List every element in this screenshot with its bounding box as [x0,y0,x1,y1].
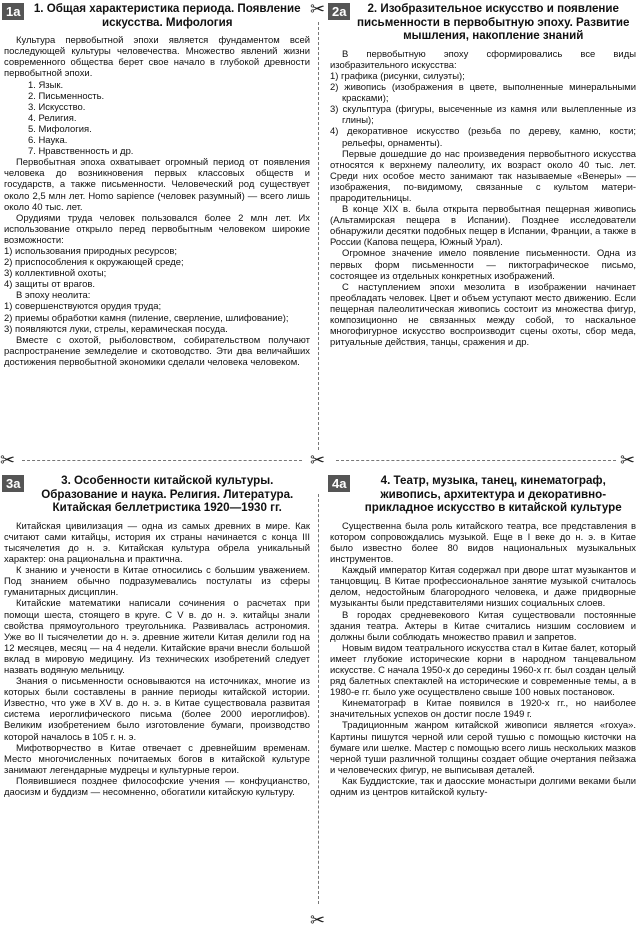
paragraph: К знанию и учености в Китае относились с большим уважением. Под знанием обычно подразумевались постулаты из сферы гуманитарных дисциплин. [4,565,310,599]
card-header [326,472,638,515]
card-badge: 4а [328,475,350,492]
paragraph: Мифотворчество в Китае отвечает с древнейшим временам. Место многочисленных почитаемых богов в китайской культуре занимают легендарные мудрецы и культурные герои. [4,742,310,776]
paragraph: Как Буддистские, так и даосские монастыри долгими веками были одним из центров китайской культу- [330,775,636,799]
list-item: 5. Мифология. [28,123,92,135]
list-item: 4) защиты от врагов. [4,279,95,291]
paragraph: Китайские математики написали сочинения о расчетах при помощи шеста, стоящего в круге. С V в. до н. э. китайцы знали свойства прямоугольного треугольника. Развивалась астрономия. Уже во II тысячелетии до н. э. древние жители Китая делили год на 12 месяцев, месяц — на 4 недели. Китайские врачи внесли большой вклад в мировую медицину. Из технических изобретений следует назвать водяную мельницу. [4,598,310,676]
card-3a [0,472,312,931]
paragraph: Традиционным жанром китайской живописи является «гохуа». Картины пишутся черной или серой тушью с помощью кисточки на бумаге или шелке. Мастер с помощью всего лишь нескольких мазков черной туши различной толщины создает общие очертания пейзажа и человеческих фигур, не выписывая деталей. [330,720,636,776]
paragraph: Первые дошедшие до нас произведения первобытного искусства относятся к верхнему палеолиту, их возраст около 40 тыс. лет. Среди них особое место занимают так называемые «Венеры» — изображения, по-видимому, связанные с культом матери-прародительницы. [330,148,636,204]
card-1a [0,0,312,450]
paragraph: В городах средневекового Китая существовали постоянные здания театра. Актеры в Китае считались низшим сословием и должны были соблюдать множество правил и запретов. [330,609,636,643]
paragraph: Новым видом театрального искусства стал в Китае балет, который имеет глубокие исторические корни в народном танцевальном искусстве. С начала 1950-х до середины 1960-х гг. был создан целый ряд балетных спектаклей на исторические и современные темы, а в 1980-е гг. было уже осуществлено свыше 100 новых постановок. [330,642,636,699]
list-item: 4) декоративное искусство (резьба по дереву, камню, кости; рельефы, орнаменты). [330,126,636,149]
card-header [0,0,312,29]
list-item: 3) появляются луки, стрелы, керамическая посуда. [4,323,228,335]
card-body [326,43,638,349]
list-item: 7. Нравственность и др. [28,146,134,158]
paragraph: Культура первобытной эпохи является фундаментом всей последующей культуры человечества. Множество явлений жизни современного общества берет свое начало в глубокой древности первобытной эпохи. [4,35,310,80]
paragraph: Знания о письменности основываются на источниках, многие из которых были составлены в ранние периоды китайской истории. Известно, что уже в XV в. до н. э. в Китае существовала развитая система иероглифического письма (более 2000 иероглифов). Великим изобретением было изготовление бумаги, производство которой началось в 105 г. н. э. [4,676,310,743]
paragraph: Вместе с охотой, рыболовством, собирательством получают распространение земледелие и скотоводство. Эти два величайших достижения первобытной экономики сделали человека человеком. [4,334,310,368]
list-item: 2. Письменность. [28,90,105,102]
paragraph: Появившиеся позднее философские учения — конфуцианство, даосизм и буддизм — несомненно, обогатили китайскую культуру. [4,775,310,799]
card-badge: 2а [328,3,350,20]
list-item: 4. Религия. [28,112,77,124]
scissors-icon: ✂ [0,450,16,470]
card-header [0,472,312,515]
card-2a [326,0,638,450]
list-item: 1) использования природных ресурсов; [4,245,177,257]
list-item: 1) совершенствуются орудия труда; [4,301,162,313]
paragraph: Огромное значение имело появление письменности. Одна из первых форм письменности — пиктографическое письмо, состоящее из отдельных конкретных изображений. [330,248,636,282]
paragraph: В конце XIX в. была открыта первобытная пещерная живопись (Альтамирская пещера в Испании). Позднее исследователи обнаружили десятки подобных пещер в Испании, Франции, а также в России (Капова пещера, Южный Урал). [330,204,636,249]
card-header [326,0,638,43]
card-title: 2. Изобразительное искусство и появление письменности в первобытную эпоху. Развитие мышления, накопление знаний [356,2,630,43]
scissors-icon: ✂ [310,450,326,470]
horizontal-cut-line [336,460,616,461]
card-body [326,515,638,798]
paragraph: Первобытная эпоха охватывает огромный период от появления человека до возникновения первых классовых обществ и государств, а также письменности. Человеческий род существует около 2,5 млн лет. Homo sapience (человек разумный) — всего лишь около 40 тыс. лет. [4,157,310,213]
list-item: В эпоху неолита: [16,290,91,302]
card-badge: 3а [2,475,24,492]
horizontal-cut-line [22,460,302,461]
paragraph: Орудиями труда человек пользовался более 2 млн лет. Их использование открыло перед первобытным человеком широкие возможности: [4,212,310,246]
list-item: 6. Наука. [28,135,68,147]
card-body [0,29,312,368]
list-item: 2) живопись (изображения в цвете, выполненные минеральными красками); [330,82,636,105]
list-item: 3. Искусство. [28,101,86,113]
paragraph: Китайская цивилизация — одна из самых древних в мире. Как считают сами китайцы, история их страны начинается с конца III тысячелетия до н. э. Китайская культура обрела уникальный характер: она рациональна и практична. [4,520,310,566]
list-item: 3) коллективной охоты; [4,268,107,280]
list-item: 1. Язык. [28,79,64,91]
paragraph: С наступлением эпохи мезолита в изображении начинает преобладать человек. Цвет и объем уступают место движению. Если пещерная палеолитическая живопись состоит из множества фигур, композиционно не связанных между собой, то наскальное многофигурное искусство воспроизводит сцены охоты, сбор меда, ритуальные действия, танцы, сражения и др. [330,281,636,349]
paragraph: В первобытную эпоху сформировались все виды изобразительного искусства: [330,48,636,71]
card-title: 4. Театр, музыка, танец, кинематограф, живопись, архитектура и декоративно-прикладное искусство в китайской культуре [364,474,622,515]
scissors-icon: ✂ [620,450,636,470]
list-item: 3) скульптура (фигуры, высеченные из камня или вылепленные из глины); [330,104,636,127]
list-item: 2) приемы обработки камня (пиление, сверление, шлифование); [4,312,289,324]
paragraph: Существенна была роль китайского театра, все представления в котором сопровождались музыкой. Еще в I веке до н. э. в Китае было известно более 80 видов национальных музыкальных инструментов. [330,520,636,566]
vertical-cut-line [318,494,319,904]
vertical-cut-line [318,22,319,450]
list-item: 1) графика (рисунки, силуэты); [330,70,465,82]
list-item: 2) приспособления к окружающей среде; [4,257,184,269]
card-4a [326,472,638,931]
card-title: 3. Особенности китайской культуры. Образование и наука. Религия. Литература. Китайская беллетристика 1920—1930 гг. [41,474,294,515]
card-title: 1. Общая характеристика периода. Появление искусства. Мифология [33,2,301,29]
card-body [0,515,312,798]
paragraph: Кинематограф в Китае появился в 1920-х гг., но наиболее значительных успехов он достиг после 1949 г. [330,698,636,721]
card-badge: 1а [2,3,24,20]
scissors-icon: ✂ [310,910,326,930]
scissors-icon: ✂ [310,0,326,19]
paragraph: Каждый император Китая содержал при дворе штат музыкантов и танцовщиц. В Китае профессиональное занятие музыкой считалось делом, недостойным благородного человека, и даже придворные музыканты были представителями низших социальных слоев. [330,565,636,610]
